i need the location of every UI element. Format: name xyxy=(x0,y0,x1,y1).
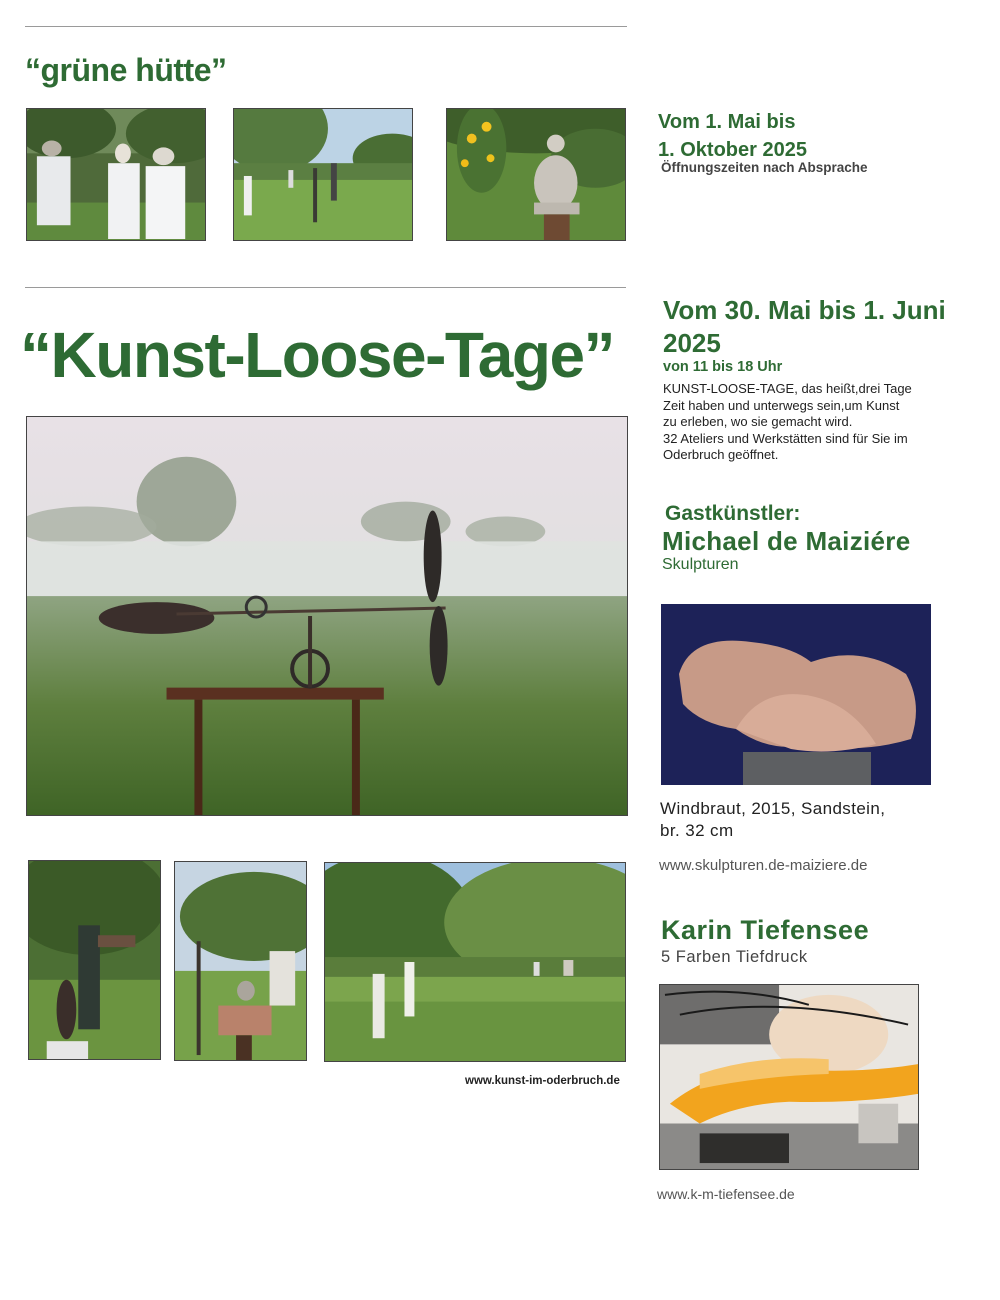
kunst-loose-tage-description xyxy=(663,381,963,464)
guest-artist-name: Michael de Maiziére xyxy=(662,526,911,556)
horse-sculpture-garden-photo xyxy=(174,861,307,1061)
wind-sculpture-misty-meadow-photo xyxy=(26,416,628,816)
section-divider xyxy=(25,287,626,288)
top-divider xyxy=(25,26,627,27)
description-line: zu erleben, wo sie gemacht wird. xyxy=(663,414,853,429)
gruene-huette-title: “grüne hütte” xyxy=(25,52,227,88)
gruene-huette-hours: Öffnungszeiten nach Absprache xyxy=(661,160,868,175)
description-line: Zeit haben und unterwegs sein,um Kunst xyxy=(663,397,900,413)
gruene-huette-dates xyxy=(658,108,807,164)
second-artist-name: Karin Tiefensee xyxy=(661,915,870,945)
description-line: 32 Ateliers und Werkstätten sind für Sie im xyxy=(663,430,908,446)
kunst-loose-tage-title: “Kunst-Loose-Tage” xyxy=(20,319,615,391)
kunst-loose-tage-dates xyxy=(663,294,973,360)
kunst-loose-tage-hours: von 11 bis 18 Uhr xyxy=(663,359,783,375)
date-line-2: 2025 xyxy=(663,328,721,358)
caption-line-1: Windbraut, 2015, Sandstein, xyxy=(660,799,886,818)
kunst-im-oderbruch-link[interactable]: www.kunst-im-oderbruch.de xyxy=(465,1075,620,1087)
sculpture-caption xyxy=(660,798,885,842)
guest-artist-label: Gastkünstler: xyxy=(665,502,801,525)
description-line: Oderbruch geöffnet. xyxy=(663,447,779,462)
windbraut-sandstone-sculpture-photo xyxy=(661,604,931,785)
date-line-2: 1. Oktober 2025 xyxy=(658,139,807,161)
seated-figure-sculpture-photo xyxy=(446,108,626,241)
intaglio-print-artwork-photo xyxy=(659,984,919,1170)
second-artist-type: 5 Farben Tiefdruck xyxy=(661,948,808,966)
skulpturen-maiziere-link[interactable]: www.skulpturen.de-maiziere.de xyxy=(659,857,868,874)
date-line-1: Vom 30. Mai bis 1. Juni xyxy=(663,295,946,325)
willow-garden-sculptures-photo xyxy=(324,862,626,1062)
garden-path-sculptures-photo xyxy=(233,108,413,241)
date-line-1: Vom 1. Mai bis xyxy=(658,111,796,133)
sculptures-on-white-pedestals-photo xyxy=(26,108,206,241)
tiefensee-link[interactable]: www.k-m-tiefensee.de xyxy=(657,1186,795,1202)
description-line: KUNST-LOOSE-TAGE, das heißt,drei Tage xyxy=(663,381,912,396)
guest-artist-type: Skulpturen xyxy=(662,556,739,573)
bronze-figure-garden-photo xyxy=(28,860,161,1060)
caption-line-2: br. 32 cm xyxy=(660,821,734,840)
